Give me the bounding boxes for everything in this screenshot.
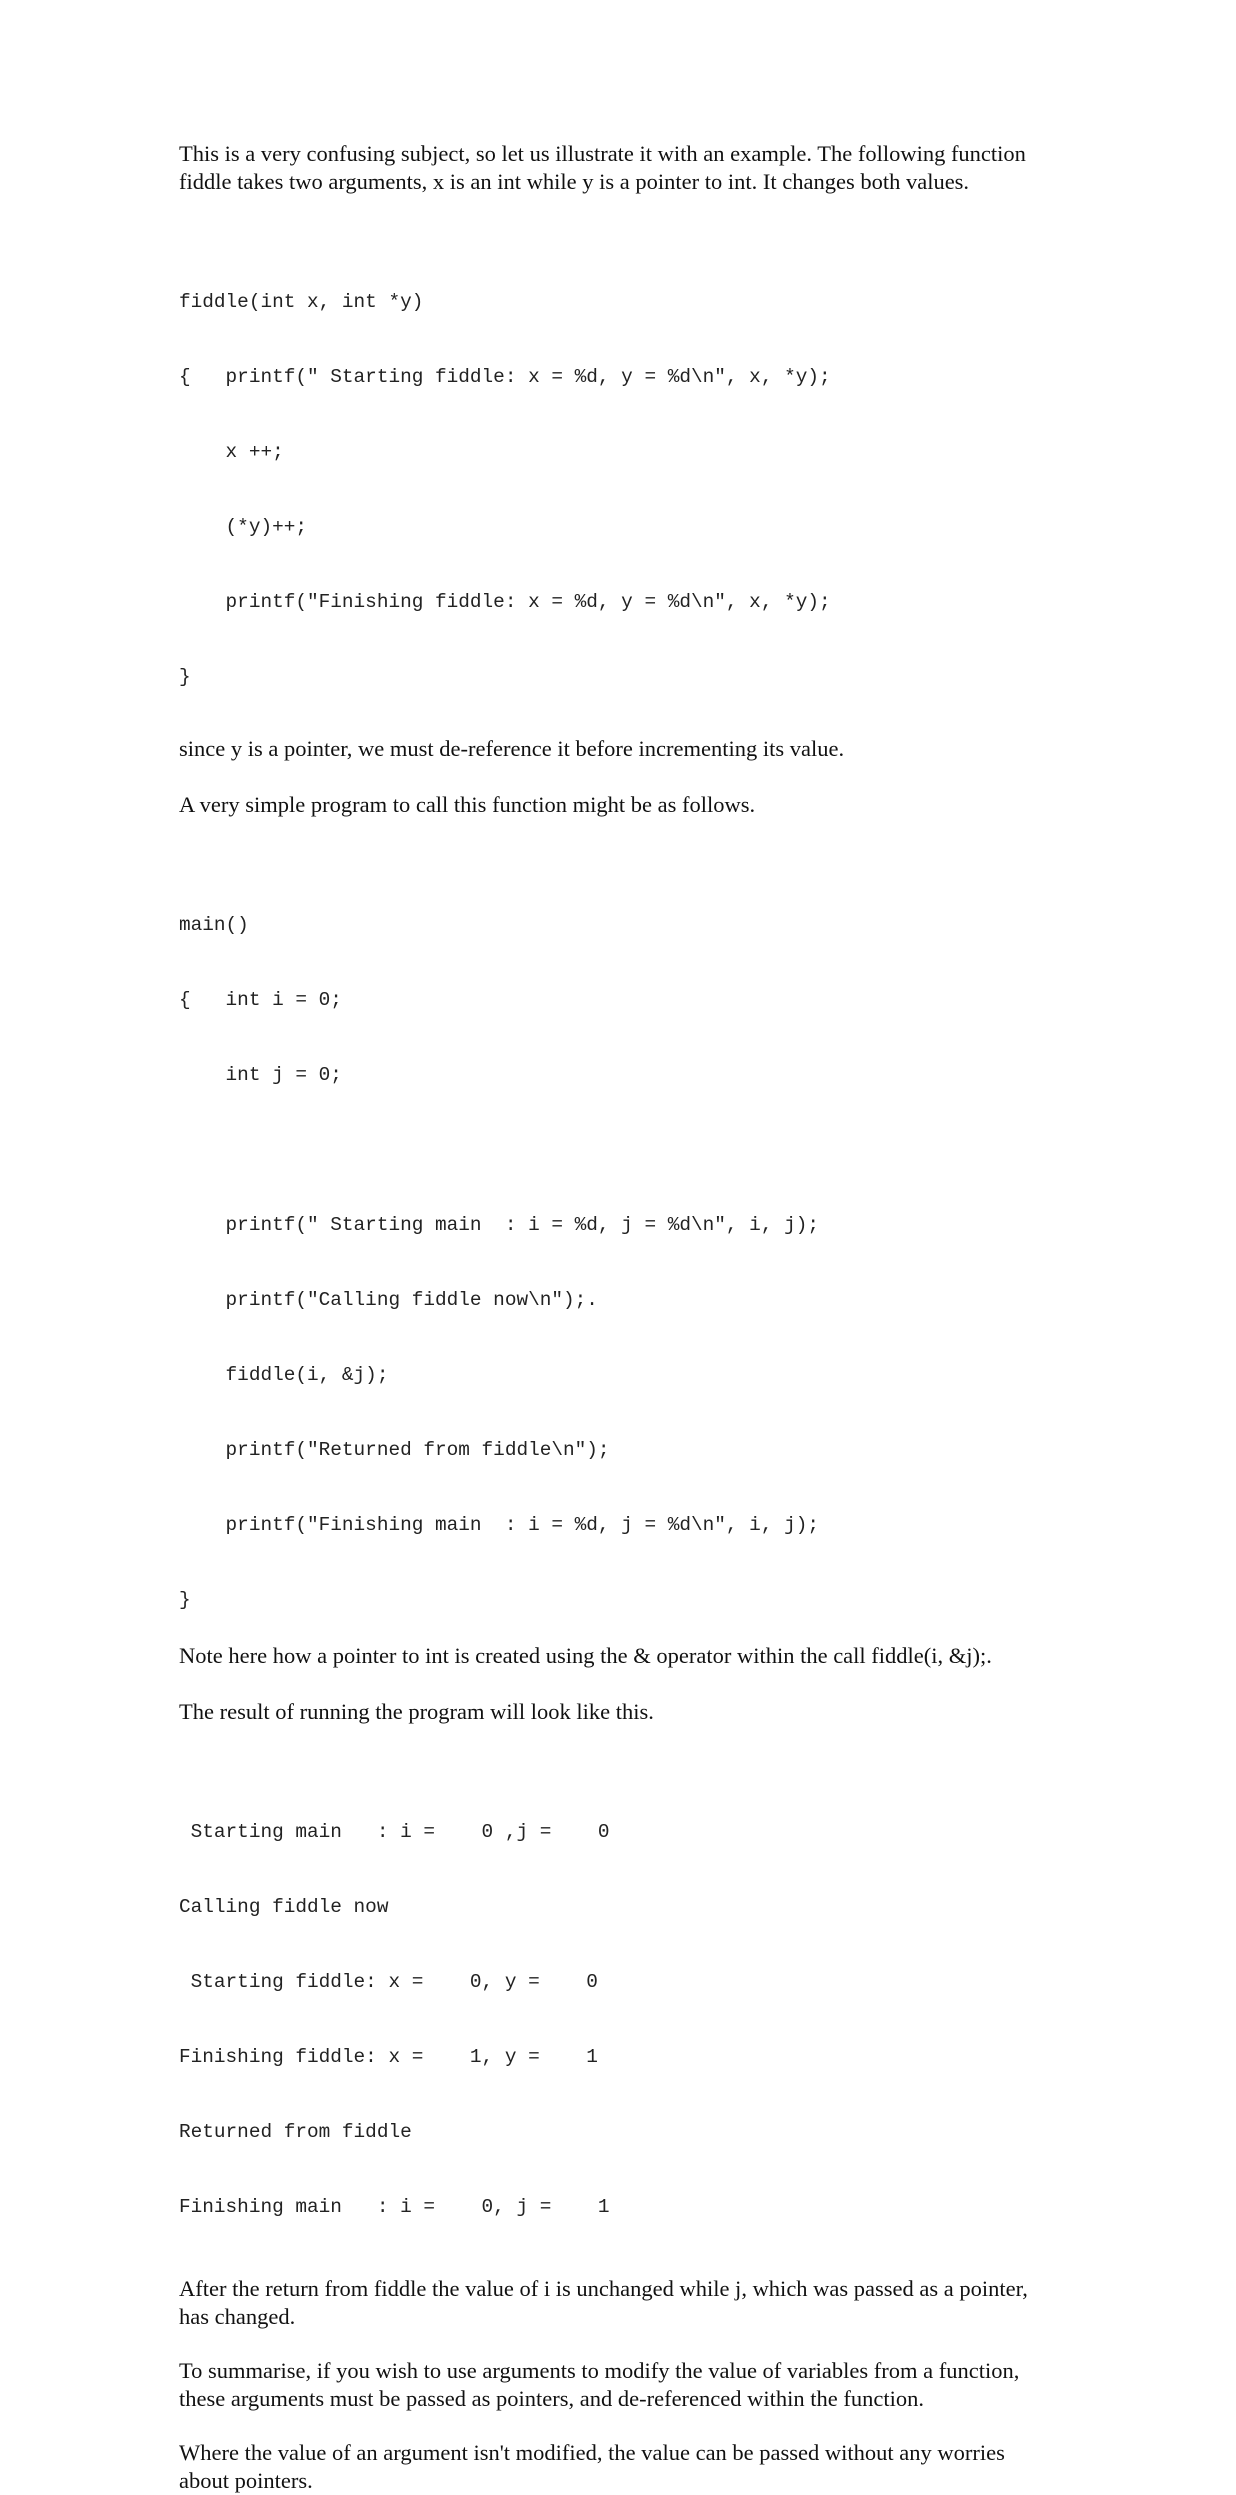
output-line: Returned from fiddle bbox=[179, 2121, 412, 2143]
code-line: (*y)++; bbox=[179, 516, 307, 538]
code-line: printf("Calling fiddle now\n");. bbox=[179, 1289, 598, 1311]
fiddle-code-block bbox=[179, 240, 1059, 715]
code-line: { printf(" Starting fiddle: x = %d, y = %d\n", x, *y); bbox=[179, 366, 831, 388]
code-line: } bbox=[179, 1589, 191, 1611]
simple-program-paragraph: A very simple program to call this function might be as follows. bbox=[179, 792, 756, 817]
code-line bbox=[179, 1138, 1059, 1163]
code-line: int j = 0; bbox=[179, 1064, 342, 1086]
code-line: printf("Finishing fiddle: x = %d, y = %d\n", x, *y); bbox=[179, 591, 831, 613]
intro-paragraph: This is a very confusing subject, so let us illustrate it with an example. The following function fiddle takes two arguments, x is an int while y is a pointer to int. It changes both values. bbox=[179, 141, 1026, 194]
code-line: printf(" Starting main : i = %d, j = %d\n", i, j); bbox=[179, 1214, 819, 1236]
code-line: fiddle(i, &j); bbox=[179, 1364, 389, 1386]
code-line: main() bbox=[179, 914, 249, 936]
note-paragraph: Note here how a pointer to int is created using the & operator within the call fiddle(i, &j);. bbox=[179, 1643, 992, 1668]
result-paragraph: The result of running the program will look like this. bbox=[179, 1699, 654, 1724]
code-line: printf("Finishing main : i = %d, j = %d\n", i, j); bbox=[179, 1514, 819, 1536]
main-code-block bbox=[179, 863, 1059, 1638]
code-line: fiddle(int x, int *y) bbox=[179, 291, 424, 313]
summarise-paragraph: To summarise, if you wish to use arguments to modify the value of variables from a function, these arguments must be passed as pointers, and de-referenced within the function. bbox=[179, 2358, 1020, 2411]
deref-paragraph: since y is a pointer, we must de-reference it before incrementing its value. bbox=[179, 736, 845, 761]
output-line: Starting fiddle: x = 0, y = 0 bbox=[179, 1971, 598, 1993]
output-line: Finishing main : i = 0, j = 1 bbox=[179, 2196, 610, 2218]
output-line: Calling fiddle now bbox=[179, 1896, 389, 1918]
output-line: Starting main : i = 0 ,j = 0 bbox=[179, 1821, 610, 1843]
program-output-block bbox=[179, 1770, 1059, 2245]
code-line: x ++; bbox=[179, 441, 284, 463]
code-line: { int i = 0; bbox=[179, 989, 342, 1011]
code-line: } bbox=[179, 666, 191, 688]
output-line: Finishing fiddle: x = 1, y = 1 bbox=[179, 2046, 598, 2068]
after-paragraph: After the return from fiddle the value of i is unchanged while j, which was passed as a pointer, has changed. bbox=[179, 2276, 1028, 2329]
where-paragraph: Where the value of an argument isn't modified, the value can be passed without any worries about pointers. bbox=[179, 2440, 1005, 2493]
code-line: printf("Returned from fiddle\n"); bbox=[179, 1439, 610, 1461]
